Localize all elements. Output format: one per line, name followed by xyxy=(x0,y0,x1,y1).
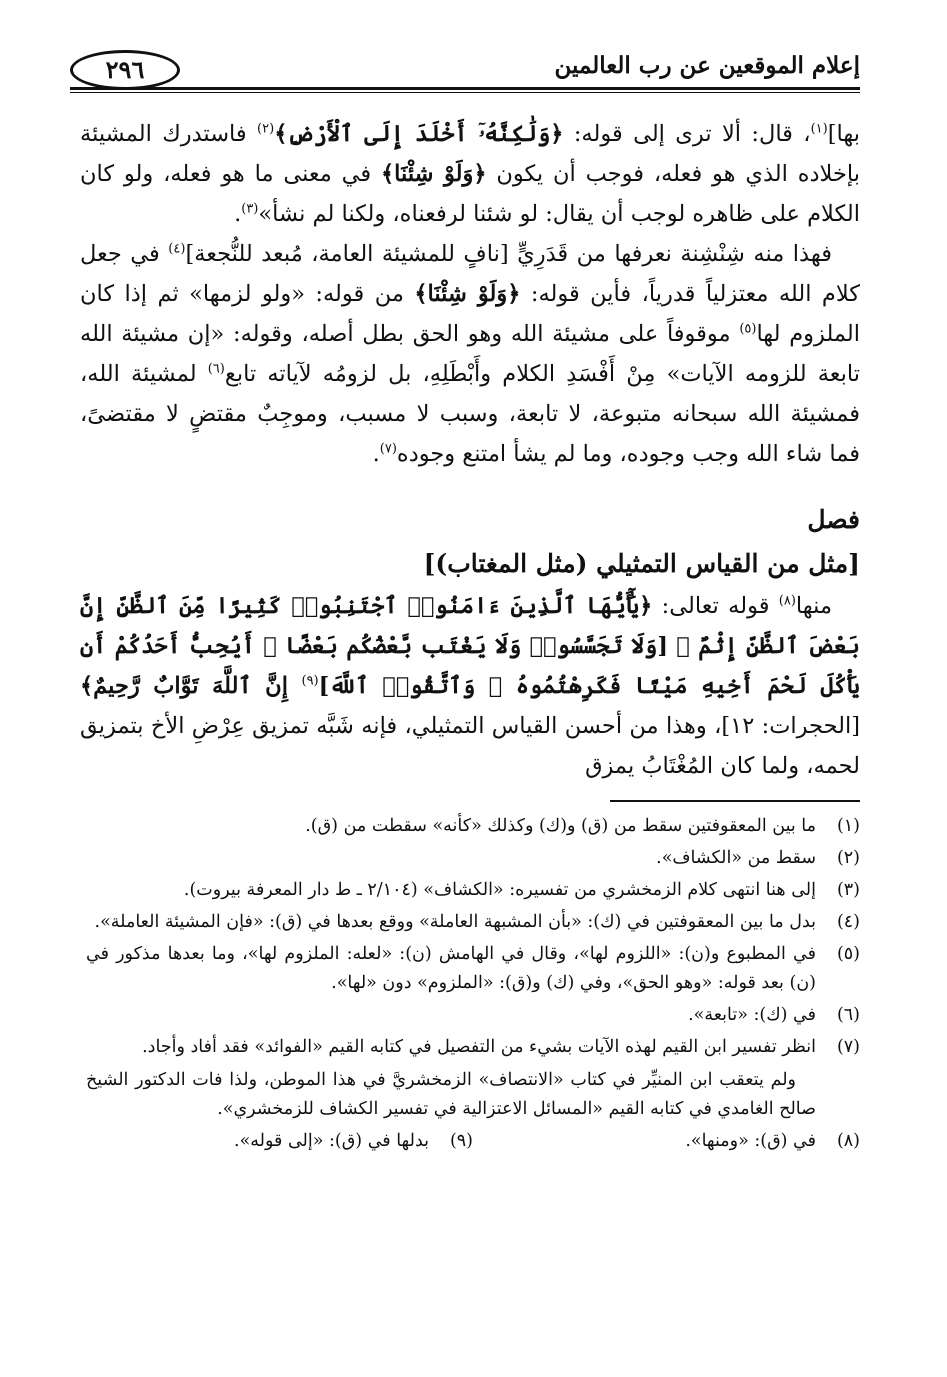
text-run: . xyxy=(234,201,242,227)
footnote-text: سقط من «الكشاف». xyxy=(656,848,816,868)
quran-quote: ﴿يَٰٓأَيُّهَا ٱلَّذِينَ ءَامَنُوا۟ ٱجْتَنِبُوا۟ كَثِيرًا مِّنَ ٱلظَّنِّ إِنَّ بَعْضَ ٱلظَّنِّ إِثْمٌ ۖ [وَلَا تَجَسَّسُوا۟ وَلَا يَغْتَب بَّعْضُكُم بَعْضًا ۚ أَيُحِبُّ أَحَدُكُمْ أَن يَأْكُلَ لَحْمَ أَخِيهِ مَيْتًا فَكَرِهْتُمُوهُ ۚ وَٱتَّقُوا۟ ٱللَّهَ] xyxy=(80,593,860,699)
footnote-number: (١) xyxy=(836,816,860,836)
footnote-row-split xyxy=(86,1127,860,1156)
paragraph-3 xyxy=(80,586,860,786)
quran-quote: إِنَّ ٱللَّهَ تَوَّابٌ رَّحِيمٌ﴾ xyxy=(80,673,302,699)
footnote xyxy=(86,844,860,873)
text-run: منها xyxy=(795,593,832,619)
footnote-marker: (٩) xyxy=(301,673,319,689)
quran-quote: ﴿وَلَٰكِنَّهُۥٓ أَخْلَدَ إِلَى ٱلْأَرْضِ﴾ xyxy=(274,121,564,147)
text-run: ، قال: ألا ترى إلى قوله: xyxy=(563,121,811,147)
footnotes xyxy=(86,812,860,1156)
footnote-number: (٣) xyxy=(836,880,860,900)
footnote xyxy=(86,876,860,905)
footnote-marker: (٤) xyxy=(168,241,186,257)
paragraph-1 xyxy=(80,114,860,234)
quran-quote: ﴿وَلَوْ شِئْنَا﴾ xyxy=(414,281,521,307)
footnote xyxy=(86,812,860,841)
text-run: فهذا منه شِنْشِنة نعرفها من قَدَرِيٍّ [نافٍ للمشيئة العامة، مُبعد للنُّجعة] xyxy=(185,241,832,267)
footnote-marker: (٨) xyxy=(778,593,796,609)
paragraph-2 xyxy=(80,234,860,474)
footnote xyxy=(473,1127,860,1156)
footnote xyxy=(86,908,860,937)
footnote-number: (٩) xyxy=(449,1131,473,1151)
footnote xyxy=(86,940,860,998)
text-run: [الحجرات: ١٢]، وهذا من أحسن القياس التمثيلي، فإنه شَبَّه تمزيق عِرْضِ الأخ بتمزيق لحمه، ولما كان المُغْتَابُ يمزق xyxy=(80,713,860,779)
footnote-number: (٢) xyxy=(836,848,860,868)
footnote-number: (٨) xyxy=(836,1131,860,1151)
text-run: بها] xyxy=(827,121,860,147)
footnote-text: في (ك): «تابعة». xyxy=(688,1005,816,1025)
text-run: قوله تعالى: xyxy=(652,593,779,619)
header-rule-thick xyxy=(70,87,860,90)
footnote-marker: (٢) xyxy=(257,121,275,137)
section-subheading: [مثل من القياس التمثيلي (مثل المغتاب)] xyxy=(423,549,860,578)
footnote-text: بدلها في (ق): «إلى قوله». xyxy=(234,1131,429,1151)
footnote-separator xyxy=(610,800,860,802)
footnote-text: إلى هنا انتهى كلام الزمخشري من تفسيره: «الكشاف» (٢/١٠٤ ـ ط دار المعرفة بيروت). xyxy=(183,880,816,900)
footnote xyxy=(86,1001,860,1030)
footnote-number: (٤) xyxy=(836,912,860,932)
running-title: إعلام الموقعين عن رب العالمين xyxy=(554,52,860,79)
footnote-text: ما بين المعقوفتين سقط من (ق) و(ك) وكذلك «كأنه» سقطت من (ق). xyxy=(305,816,816,836)
section-heading: فصل xyxy=(807,505,860,534)
footnote-number: (٧) xyxy=(836,1037,860,1057)
footnote-marker: (٦) xyxy=(207,361,225,377)
footnote-number: (٦) xyxy=(836,1005,860,1025)
text-run: في جعل كلام الله معتزلياً قدرياً، فأين قوله: xyxy=(80,241,860,307)
main-text xyxy=(80,114,860,786)
footnote-text: انظر تفسير ابن القيم لهذه الآيات بشيء من التفصيل في كتابه القيم «الفوائد» فقد أفاد وأجاد. xyxy=(142,1037,816,1057)
text-run: لمشيئة الله، فمشيئة الله سبحانه متبوعة، لا تابعة، وسبب لا مسبب، وموجِبٌ مقتضٍ لا مقتضىً، فما شاء الله وجب وجوده، وما لم يشأ امتنع وجوده xyxy=(80,361,860,467)
footnote-text: في (ق): «ومنها». xyxy=(685,1131,816,1151)
text-run: . xyxy=(372,441,380,467)
footnote xyxy=(86,1127,473,1156)
footnote-marker: (٥) xyxy=(739,321,757,337)
footnote-marker: (٧) xyxy=(379,441,397,457)
quran-quote: ﴿وَلَوْ شِئْنَا﴾ xyxy=(381,161,487,187)
text-run: موقوفاً على مشيئة الله وهو الحق بطل أصله، وقوله: «إن مشيئة الله تابعة للزومه الآيات» مِنْ أَفْسَدِ الكلام وأَبْطَلِهِ، بل لزومُه لآياته تابع xyxy=(80,321,861,387)
footnote-marker: (١) xyxy=(810,121,828,137)
footnote-marker: (٣) xyxy=(241,201,259,217)
footnote-text: في المطبوع و(ن): «اللزوم لها»، وقال في الهامش (ن): «لعله: الملزوم لها»، وما بعدها مذكور في (ن) بعد قوله: «وهو الحق»، وفي (ك) و(ق): «الملزوم» دون «لها». xyxy=(86,944,816,993)
header-rule-thin xyxy=(70,92,860,93)
footnote xyxy=(86,1033,860,1062)
footnote-continuation: ولم يتعقب ابن المنيِّر في كتاب «الانتصاف» الزمخشريَّ في هذا الموطن، ولذا فات الدكتور الشيخ صالح الغامدي في كتابه القيم «المسائل الاعتزالية في تفسير الكشاف للزمخشري». xyxy=(86,1070,816,1119)
page-number-badge: ٢٩٦ xyxy=(70,50,180,90)
text-run: من قوله: «ولو لزمها» ثم إذا كان الملزوم لها xyxy=(80,281,861,347)
footnote-number: (٥) xyxy=(836,944,860,964)
text-run: فاستدرك المشيئة بإخلاده الذي هو فعله، فوجب أن يكون xyxy=(80,121,860,187)
footnote-text: بدل ما بين المعقوفتين في (ك): «بأن المشبهة العاملة» ووقع بعدها في (ق): «فإن المشيئة العاملة». xyxy=(94,912,816,932)
text-run: في معنى ما هو فعله، ولو كان الكلام على ظاهره لوجب أن يقال: لو شئنا لرفعناه، ولكنا لم نشأ» xyxy=(80,161,860,227)
